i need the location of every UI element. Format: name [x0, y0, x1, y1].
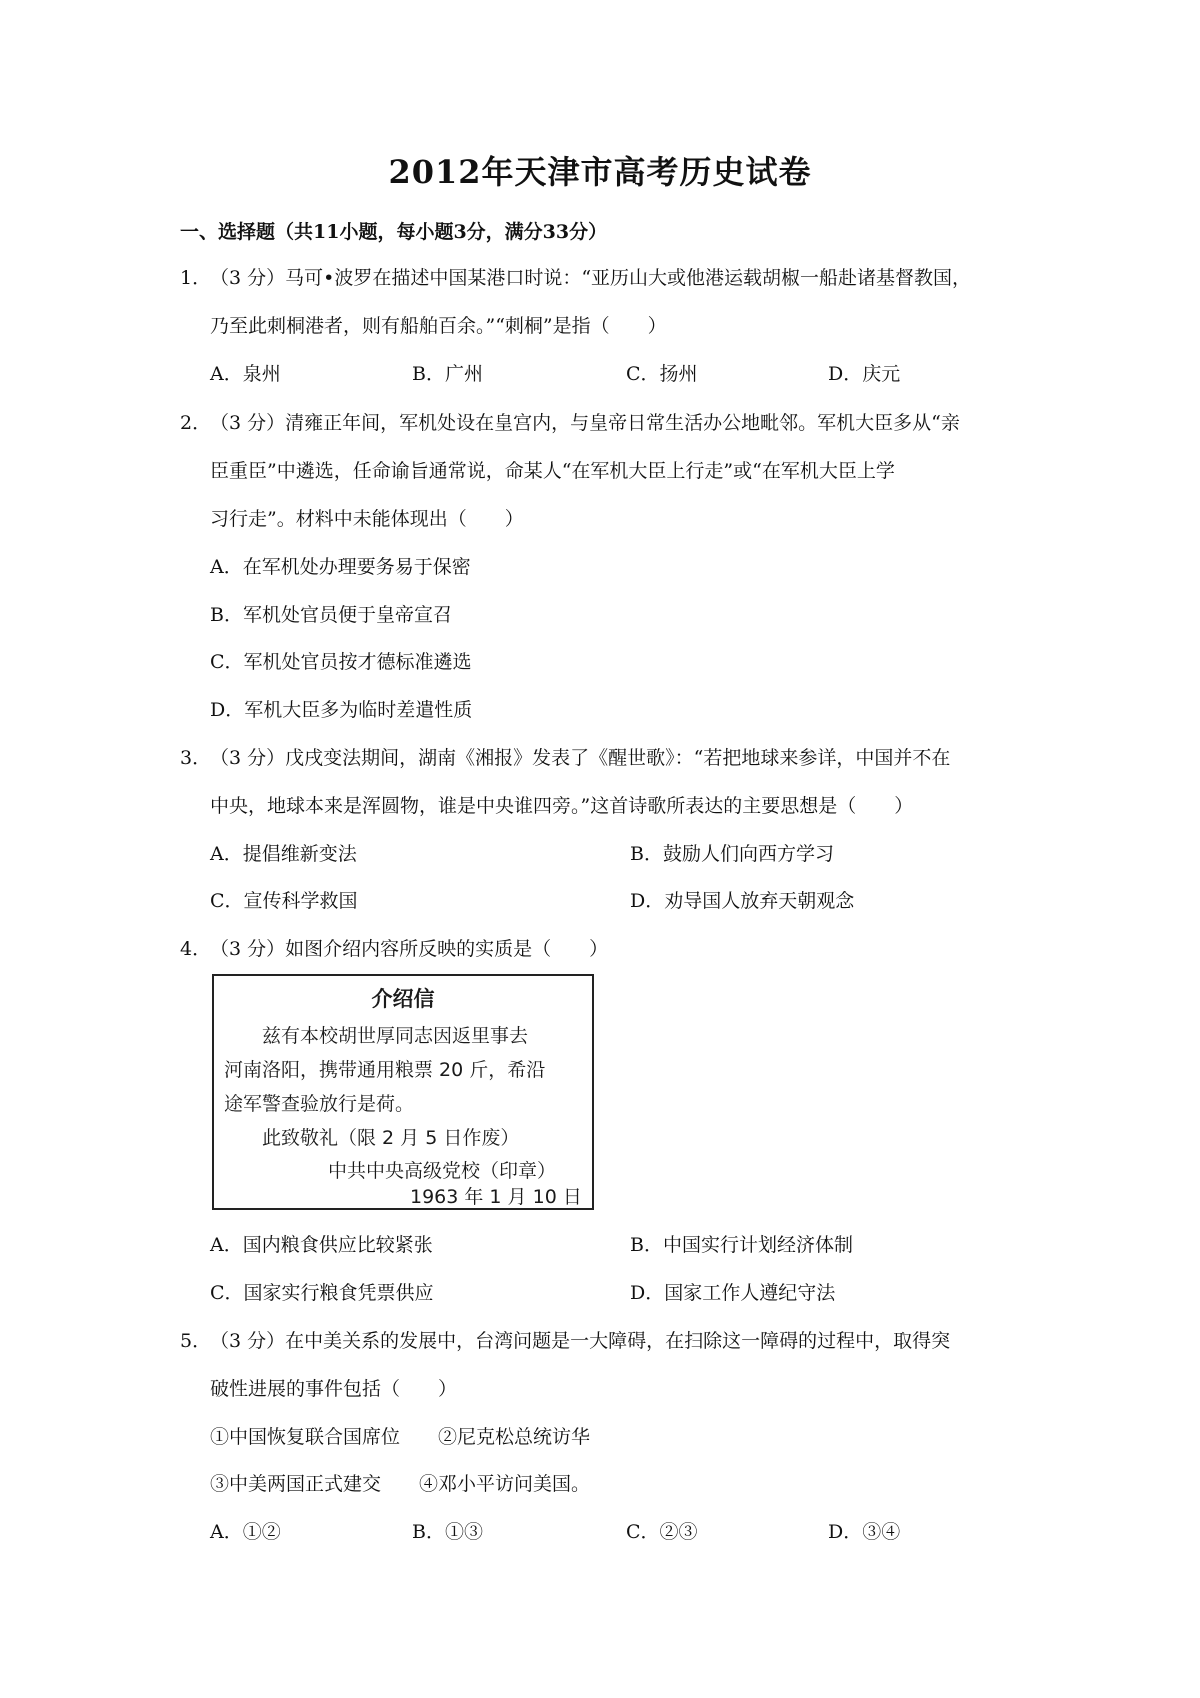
question-2-text-line-1: （3 分）清雍正年间，军机处设在皇宫内，与皇帝日常生活办公地毗邻。军机大臣多从“亲 — [210, 412, 960, 434]
question-2-option-b: B．军机处官员便于皇帝宣召 — [210, 604, 452, 626]
question-1-text-line-1: （3 分）马可•波罗在描述中国某港口时说：“亚历山大或他港运载胡椒一船赴诸基督教国， — [210, 267, 972, 289]
question-4-number: 4． — [180, 938, 212, 960]
question-3-text-line-1: （3 分）戊戌变法期间，湖南《湘报》发表了《醒世歌》：“若把地球来参详，中国并不在 — [210, 747, 951, 769]
question-1-text-line-2: 乃至此刺桐港者，则有船舶百余。”“刺桐”是指（ ） — [210, 315, 667, 337]
question-5-option-b: B．①③ — [412, 1521, 483, 1543]
question-3-number: 3． — [180, 747, 212, 769]
question-3-option-a: A．提倡维新变法 — [210, 843, 357, 865]
question-2-option-d: D．军机大臣多为临时差遣性质 — [210, 699, 473, 721]
question-5-text-line-2: 破性进展的事件包括（ ） — [210, 1378, 458, 1400]
question-3-text-line-2: 中央，地球本来是浑圆物，谁是中央谁四旁。”这首诗歌所表达的主要思想是（ ） — [210, 795, 914, 817]
question-4-option-c: C．国家实行粮食凭票供应 — [210, 1282, 434, 1304]
section-heading: 一、选择题（共11小题，每小题3分，满分33分） — [180, 221, 608, 243]
question-5-items-line-1: ①中国恢复联合国席位 ②尼克松总统访华 — [210, 1426, 591, 1448]
letter-line-3: 途军警查验放行是荷。 — [224, 1093, 415, 1115]
question-5-number: 5． — [180, 1330, 212, 1352]
question-1-number: 1． — [180, 267, 212, 289]
letter-line-4: 此致敬礼（限 2 月 5 日作废） — [262, 1127, 520, 1149]
question-4-text-line-1: （3 分）如图介绍内容所反映的实质是（ ） — [210, 938, 609, 960]
question-5-option-a: A．①② — [210, 1521, 281, 1543]
question-5-items-line-2: ③中美两国正式建交 ④邓小平访问美国。 — [210, 1473, 591, 1495]
question-1-option-b: B．广州 — [412, 363, 483, 385]
page-title: 2012年天津市高考历史试卷 — [388, 153, 812, 191]
question-2-text-line-2: 臣重臣”中遴选，任命谕旨通常说，命某人“在军机大臣上行走”或“在军机大臣上学 — [210, 460, 895, 482]
question-5-option-c: C．②③ — [626, 1521, 698, 1543]
question-2-option-c: C．军机处官员按才德标准遴选 — [210, 651, 472, 673]
question-4-option-b: B．中国实行计划经济体制 — [630, 1234, 853, 1256]
question-1-option-c: C．扬州 — [626, 363, 698, 385]
question-4-option-d: D．国家工作人遵纪守法 — [630, 1282, 836, 1304]
letter-line-6: 1963 年 1 月 10 日 — [410, 1186, 582, 1208]
question-2-option-a: A．在军机处办理要务易于保密 — [210, 556, 471, 578]
question-5-text-line-1: （3 分）在中美关系的发展中，台湾问题是一大障碍，在扫除这一障碍的过程中，取得突 — [210, 1330, 951, 1352]
letter-line-5: 中共中央高级党校（印章） — [328, 1160, 557, 1182]
letter-line-2: 河南洛阳，携带通用粮票 20 斤，希沿 — [224, 1059, 546, 1081]
question-3-option-d: D．劝导国人放弃天朝观念 — [630, 890, 855, 912]
introduction-letter-figure — [212, 974, 594, 1210]
letter-title: 介绍信 — [371, 987, 435, 1011]
question-2-number: 2． — [180, 412, 212, 434]
question-3-option-c: C．宣传科学救国 — [210, 890, 358, 912]
question-2-text-line-3: 习行走”。材料中未能体现出（ ） — [210, 508, 524, 530]
question-4-option-a: A．国内粮食供应比较紧张 — [210, 1234, 433, 1256]
question-1-option-d: D．庆元 — [828, 363, 901, 385]
letter-line-1: 兹有本校胡世厚同志因返里事去 — [262, 1025, 529, 1047]
question-5-option-d: D．③④ — [828, 1521, 901, 1543]
question-1-option-a: A．泉州 — [210, 363, 281, 385]
question-3-option-b: B．鼓励人们向西方学习 — [630, 843, 834, 865]
